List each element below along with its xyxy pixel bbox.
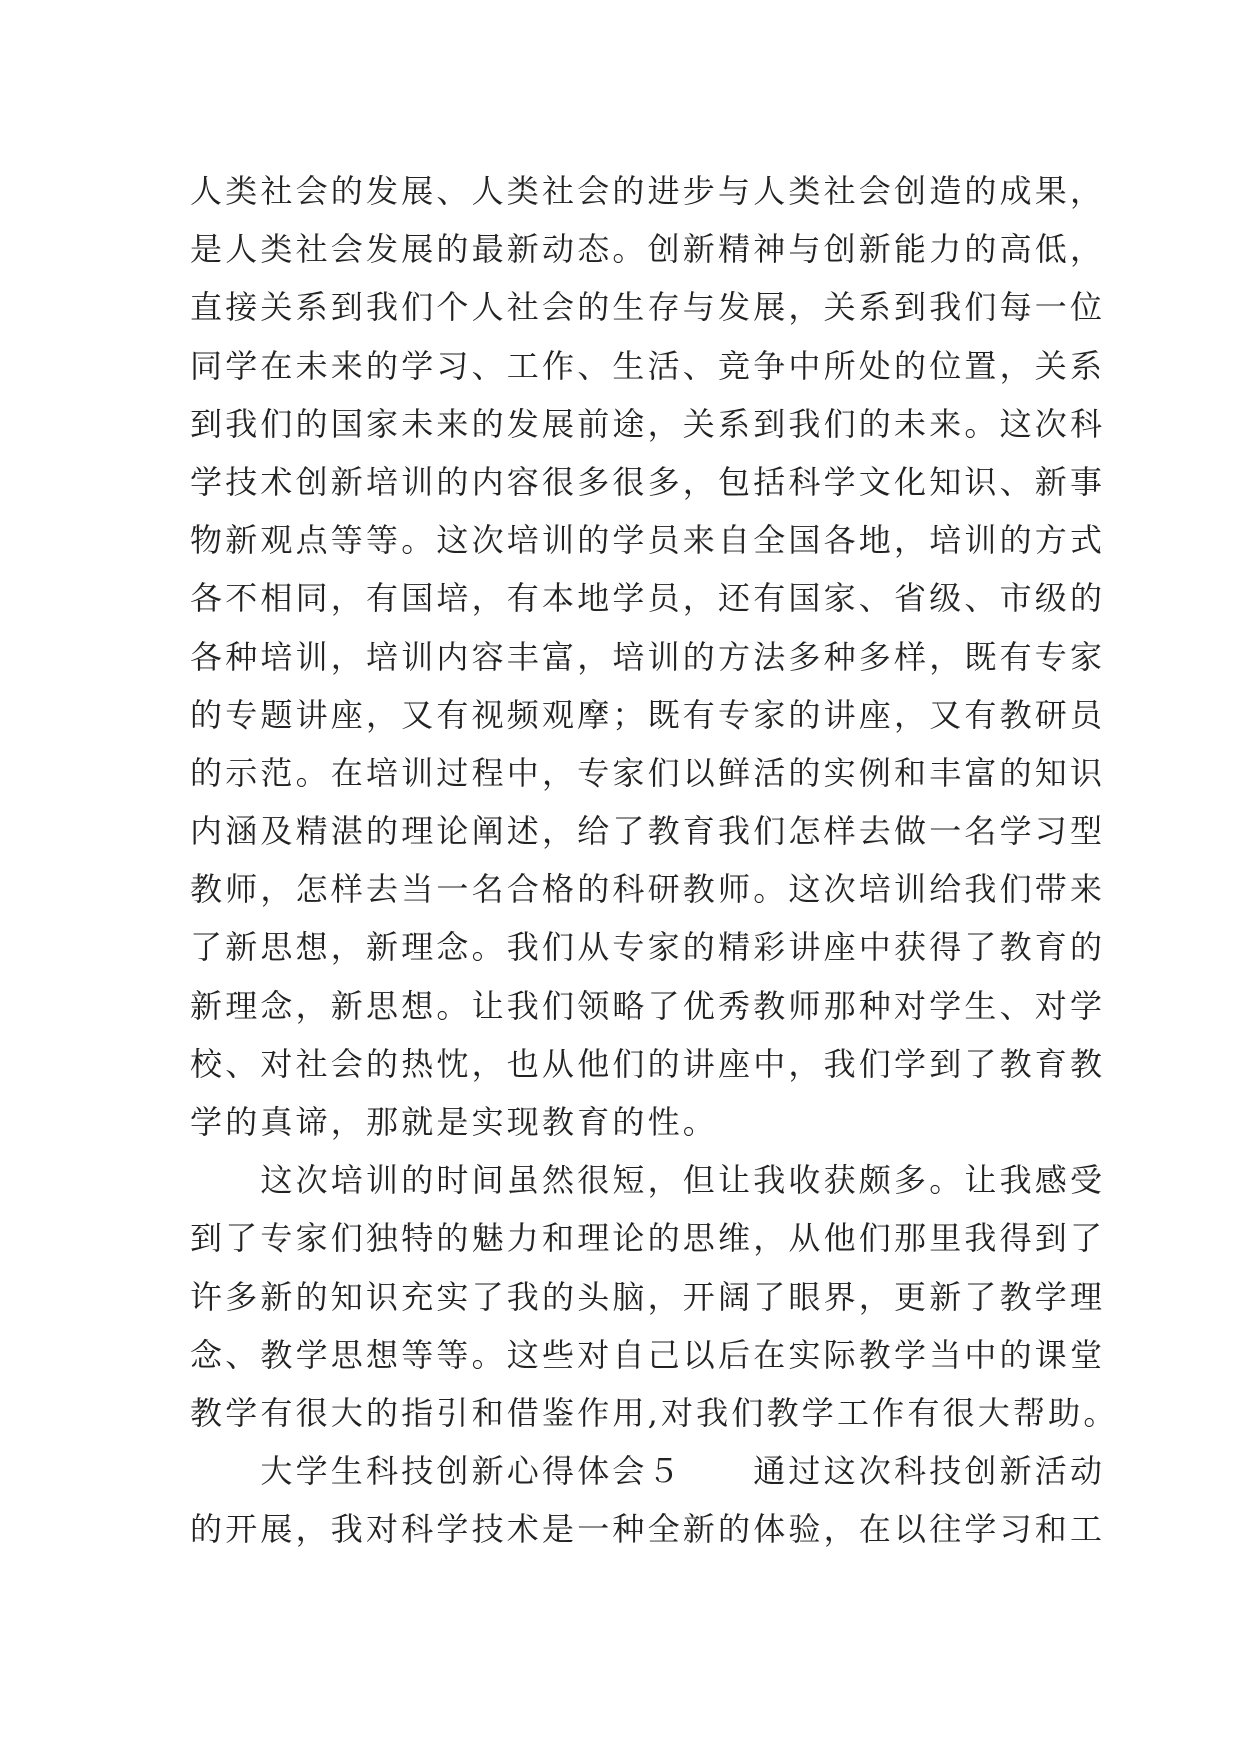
text-line: 各种培训，培训内容丰富，培训的方法多种多样，既有专家 [190,637,1106,676]
paragraph-start-line: 这次培训的时间虽然很短，但让我收获颇多。让我感受 [190,1161,1106,1200]
text-line: 的专题讲座，又有视频观摩；既有专家的讲座，又有教研员 [190,695,1106,734]
text-line: 学的真谛，那就是实现教育的性。 [190,1103,719,1141]
text-line: 人类社会的发展、人类社会的进步与人类社会创造的成果， [190,172,1106,210]
text-line: 的示范。在培训过程中，专家们以鲜活的实例和丰富的知识 [190,753,1106,792]
text-line: 同学在未来的学习、工作、生活、竞争中所处的位置，关系 [190,346,1106,385]
body-text [190,162,1119,1559]
text-line: 物新观点等等。这次培训的学员来自全国各地，培训的方式 [190,521,1106,560]
text-line: 念、教学思想等等。这些对自己以后在实际教学当中的课堂 [190,1335,1106,1374]
text-line: 各不相同，有国培，有本地学员，还有国家、省级、市级的 [190,579,1106,618]
text-line: 许多新的知识充实了我的头脑，开阔了眼界，更新了教学理 [190,1277,1106,1316]
text-line: 学技术创新培训的内容很多很多，包括科学文化知识、新事 [190,462,1106,501]
text-line: 内涵及精湛的理论阐述，给了教育我们怎样去做一名学习型 [190,812,1106,851]
text-line: 新理念，新思想。让我们领略了优秀教师那种对学生、对学 [190,986,1106,1025]
text-line: 教学有很大的指引和借鉴作用,对我们教学工作有很大帮助。 [190,1393,1119,1432]
text-line: 的开展，我对科学技术是一种全新的体验，在以往学习和工 [190,1510,1106,1549]
text-line: 了新思想，新理念。我们从专家的精彩讲座中获得了教育的 [190,928,1106,967]
text-line: 教师，怎样去当一名合格的科研教师。这次培训给我们带来 [190,870,1106,909]
text-line: 到了专家们独特的魅力和理论的思维，从他们那里我得到了 [190,1219,1106,1258]
text-line: 直接关系到我们个人社会的生存与发展，关系到我们每一位 [190,288,1106,327]
text-line: 校、对社会的热忱，也从他们的讲座中，我们学到了教育教 [190,1044,1106,1083]
text-line: 是人类社会发展的最新动态。创新精神与创新能力的高低， [190,230,1106,269]
text-line: 到我们的国家未来的发展前途，关系到我们的未来。这次科 [190,404,1106,443]
paragraph-start-line: 大学生科技创新心得体会５ 通过这次科技创新活动 [190,1452,1106,1491]
